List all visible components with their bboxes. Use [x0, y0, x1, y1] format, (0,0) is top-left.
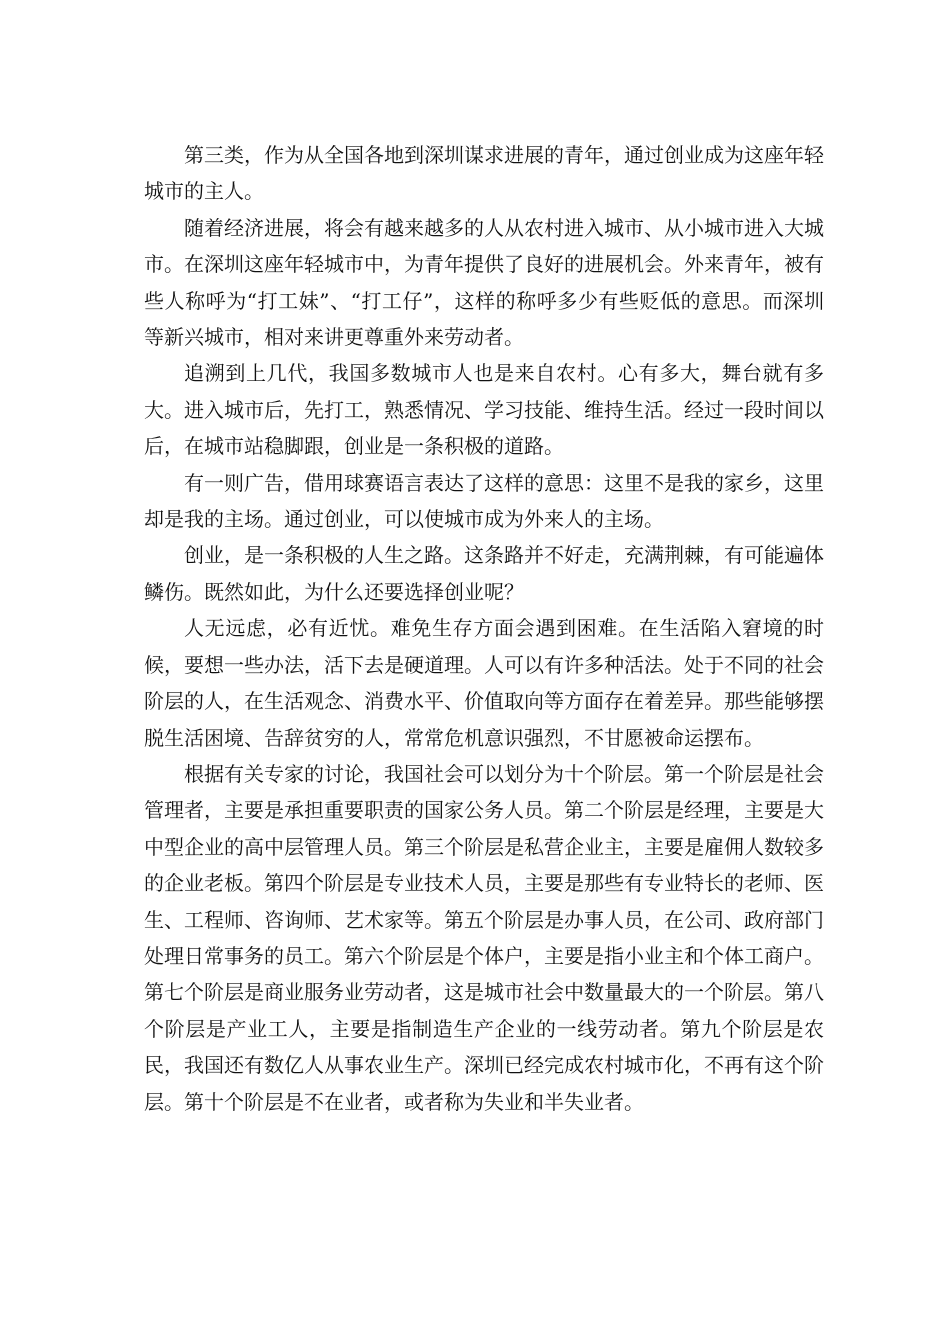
document-body: [144, 137, 824, 1120]
paragraph-3: 追溯到上几代，我国多数城市人也是来自农村。心有多大，舞台就有多大。进入城市后，先打工，熟悉情况、学习技能、维持生活。经过一段时间以后，在城市站稳脚跟，创业是一条积极的道路。: [144, 361, 824, 459]
paragraph-1: 第三类，作为从全国各地到深圳谋求进展的青年，通过创业成为这座年轻城市的主人。: [144, 143, 824, 204]
paragraph-6: 人无远虑，必有近忧。难免生存方面会遇到困难。在生活陷入窘境的时候，要想一些办法，活下去是硬道理。人可以有许多种活法。处于不同的社会阶层的人，在生活观念、消费水平、价值取向等方面存在着差异。那些能够摆脱生活困境、告辞贫穷的人，常常危机意识强烈，不甘愿被命运摆布。: [144, 616, 824, 750]
paragraph-4: 有一则广告，借用球赛语言表达了这样的意思：这里不是我的家乡，这里却是我的主场。通过创业，可以使城市成为外来人的主场。: [144, 470, 824, 532]
paragraph-7: 根据有关专家的讨论，我国社会可以划分为十个阶层。第一个阶层是社会管理者，主要是承担重要职责的国家公务人员。第二个阶层是经理，主要是大中型企业的高中层管理人员。第三个阶层是私营企业主，主要是雇佣人数较多的企业老板。第四个阶层是专业技术人员，主要是那些有专业特长的老师、医生、工程师、咨询师、艺术家等。第五个阶层是办事人员，在公司、政府部门处理日常事务的员工。第六个阶层是个体户，主要是指小业主和个体工商户。第七个阶层是商业服务业劳动者，这是城市社会中数量最大的一个阶层。第八个阶层是产业工人，主要是指制造生产企业的一线劳动者。第九个阶层是农民，我国还有数亿人从事农业生产。深圳已经完成农村城市化，不再有这个阶层。第十个阶层是不在业者，或者称为失业和半失业者。: [144, 761, 824, 1114]
paragraph-5: 创业，是一条积极的人生之路。这条路并不好走，充满荆棘，有可能遍体鳞伤。既然如此，为什么还要选择创业呢？: [144, 543, 824, 604]
paragraph-2: 随着经济进展，将会有越来越多的人从农村进入城市、从小城市进入大城市。在深圳这座年轻城市中，为青年提供了良好的进展机会。外来青年，被有些人称呼为“打工妹”、“打工仔”，这样的称呼多少有些贬低的意思。而深圳等新兴城市，相对来讲更尊重外来劳动者。: [144, 215, 824, 350]
